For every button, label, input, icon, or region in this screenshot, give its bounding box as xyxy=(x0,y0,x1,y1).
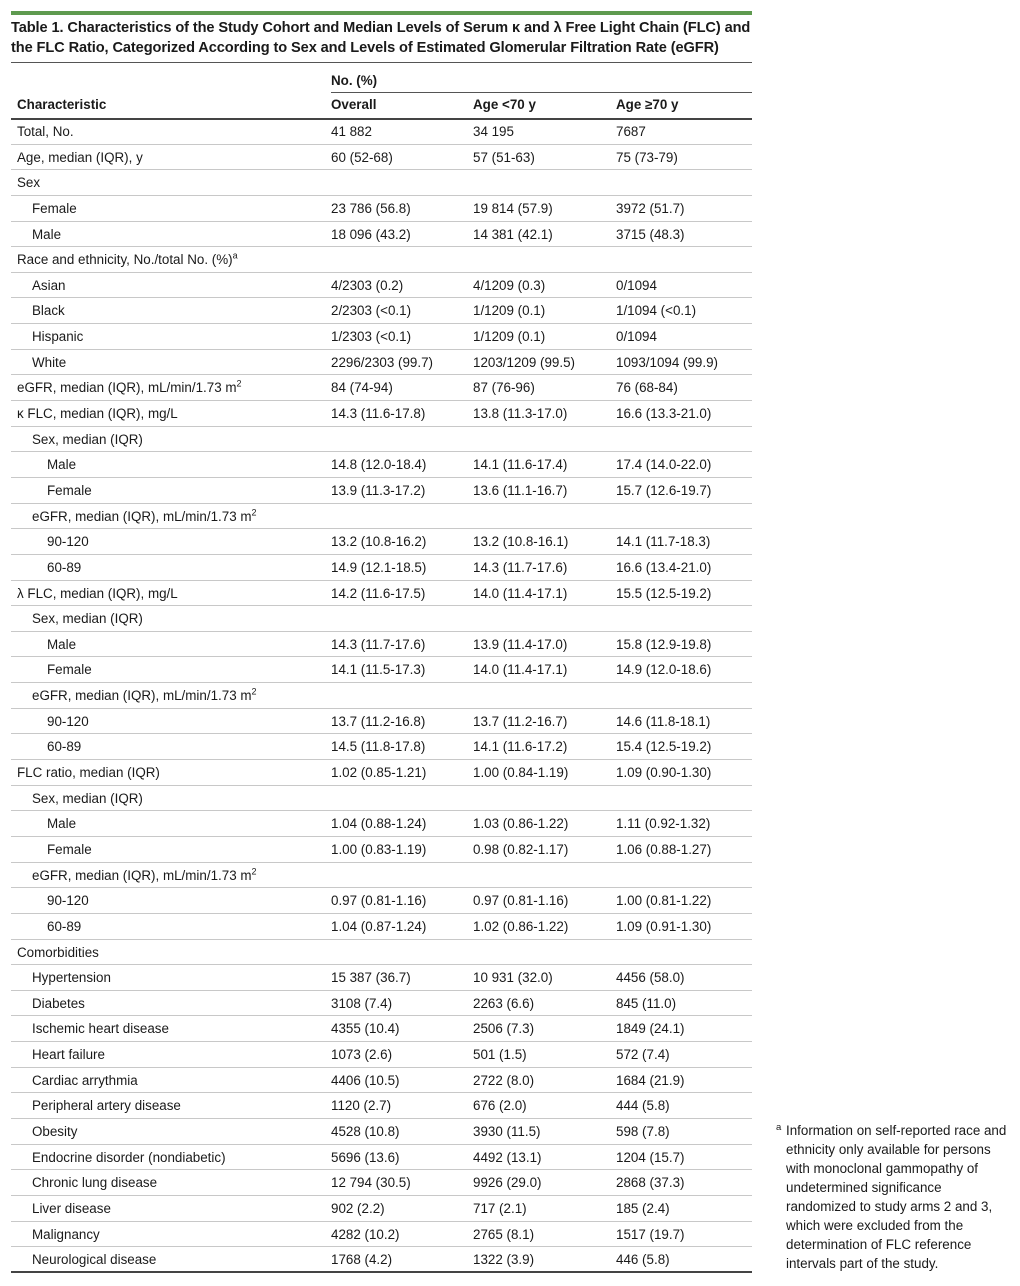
value-age-70-plus: 15.7 (12.6-19.7) xyxy=(616,482,712,498)
value-age-70-plus: 7687 xyxy=(616,124,646,139)
value-age-70-plus: 0/1094 xyxy=(616,277,657,293)
value-age-70-plus: 185 (2.4) xyxy=(616,1200,670,1216)
row-label: Peripheral artery disease xyxy=(32,1098,181,1114)
value-overall: 14.2 (11.6-17.5) xyxy=(331,585,426,601)
value-age-70-plus: 572 (7.4) xyxy=(616,1047,670,1063)
row-label: Race and ethnicity, No./total No. (%)$^a$ xyxy=(17,250,238,268)
table-row xyxy=(11,324,752,350)
value-age-under-70: 2765 (8.1) xyxy=(473,1226,535,1242)
value-age-under-70: 1/1209 (0.1) xyxy=(473,329,546,345)
table-row xyxy=(11,196,752,222)
value-overall: 23 786 (56.8) xyxy=(331,200,411,216)
value-age-70-plus: 4456 (58.0) xyxy=(616,970,685,986)
row-label: Black xyxy=(32,303,65,319)
value-age-70-plus: 16.6 (13.4-21.0) xyxy=(616,559,712,575)
value-age-under-70: 676 (2.0) xyxy=(473,1098,527,1114)
table-row xyxy=(11,350,752,376)
value-overall: 13.9 (11.3-17.2) xyxy=(331,482,426,498)
table-row xyxy=(11,555,752,581)
value-age-under-70: 2506 (7.3) xyxy=(473,1021,535,1037)
value-age-70-plus: 444 (5.8) xyxy=(616,1098,670,1114)
value-age-under-70: 14.1 (11.6-17.2) xyxy=(473,739,568,755)
value-overall: 1.04 (0.87-1.24) xyxy=(331,918,427,934)
table-row xyxy=(11,1170,752,1196)
value-age-under-70: 1203/1209 (99.5) xyxy=(473,354,575,370)
table-row xyxy=(11,888,752,914)
value-age-70-plus: 76 (68-84) xyxy=(616,380,678,396)
value-overall: 1/2303 (<0.1) xyxy=(331,329,412,345)
row-label: Sex, median (IQR) xyxy=(32,611,143,627)
table-row xyxy=(11,1196,752,1222)
row-label: Comorbidities xyxy=(17,944,99,960)
value-age-under-70: 87 (76-96) xyxy=(473,380,535,396)
table-row xyxy=(11,940,752,966)
value-age-under-70: 13.8 (11.3-17.0) xyxy=(473,406,568,422)
footnote-mark: a xyxy=(776,1122,782,1133)
row-label: Malignancy xyxy=(32,1226,100,1242)
value-age-70-plus: 598 (7.8) xyxy=(616,1123,670,1139)
value-age-70-plus: 15.8 (12.9-19.8) xyxy=(616,636,712,652)
table-row xyxy=(11,401,752,427)
table-row xyxy=(11,427,752,453)
footnote xyxy=(776,1121,1012,1273)
row-label: Female xyxy=(47,662,92,678)
value-age-under-70: 2263 (6.6) xyxy=(473,995,535,1011)
row-label: Male xyxy=(47,636,77,652)
value-overall: 4355 (10.4) xyxy=(331,1021,400,1037)
row-label: Female xyxy=(32,200,77,216)
row-label: Diabetes xyxy=(32,995,85,1011)
table-row xyxy=(11,375,752,401)
value-age-70-plus: 1.09 (0.90-1.30) xyxy=(616,765,712,781)
row-label: Chronic lung disease xyxy=(32,1175,158,1191)
value-overall: 12 794 (30.5) xyxy=(331,1175,411,1191)
value-age-70-plus: 845 (11.0) xyxy=(616,995,677,1011)
row-label: Age, median (IQR), y xyxy=(17,149,143,165)
value-overall: 13.7 (11.2-16.8) xyxy=(331,713,426,729)
value-age-under-70: 0.98 (0.82-1.17) xyxy=(473,841,569,857)
value-overall: 4/2303 (0.2) xyxy=(331,277,404,293)
table-row xyxy=(11,1145,752,1171)
table-row xyxy=(11,452,752,478)
value-overall: 3108 (7.4) xyxy=(331,995,393,1011)
value-age-under-70: 14.0 (11.4-17.1) xyxy=(473,662,568,678)
row-label: Hypertension xyxy=(32,970,111,986)
table-row xyxy=(11,273,752,299)
row-label: 90-120 xyxy=(47,534,89,550)
table-row xyxy=(11,606,752,632)
table-row xyxy=(11,632,752,658)
value-age-under-70: 13.2 (10.8-16.1) xyxy=(473,534,569,550)
table-row xyxy=(11,760,752,786)
row-label: Male xyxy=(32,226,62,242)
value-age-70-plus: 15.4 (12.5-19.2) xyxy=(616,739,712,755)
table-row xyxy=(11,914,752,940)
table-row xyxy=(11,1119,752,1145)
value-overall: 14.3 (11.6-17.8) xyxy=(331,406,426,422)
column-spanner: No. (%) xyxy=(331,73,378,88)
title-accent-bar xyxy=(11,11,752,15)
value-age-70-plus: 1684 (21.9) xyxy=(616,1072,685,1088)
value-age-70-plus: 1204 (15.7) xyxy=(616,1149,685,1165)
value-age-70-plus: 15.5 (12.5-19.2) xyxy=(616,585,712,601)
row-label: White xyxy=(32,354,67,370)
value-age-70-plus: 1.11 (0.92-1.32) xyxy=(616,816,711,832)
row-label: Male xyxy=(47,457,77,473)
value-overall: 14.1 (11.5-17.3) xyxy=(331,662,426,678)
row-label: 90-120 xyxy=(47,893,89,909)
row-label: Neurological disease xyxy=(32,1252,157,1268)
value-overall: 4282 (10.2) xyxy=(331,1226,400,1242)
table-row xyxy=(11,119,752,145)
value-age-70-plus: 3972 (51.7) xyxy=(616,200,685,216)
table-row xyxy=(11,478,752,504)
header-age-70-plus: Age ≥70 y xyxy=(616,97,679,112)
value-overall: 902 (2.2) xyxy=(331,1200,385,1216)
table-row xyxy=(11,222,752,248)
value-overall: 18 096 (43.2) xyxy=(331,226,411,242)
row-label: Endocrine disorder (nondiabetic) xyxy=(32,1149,226,1165)
value-age-70-plus: 3715 (48.3) xyxy=(616,226,685,242)
table-row xyxy=(11,1093,752,1119)
table-row xyxy=(11,1016,752,1042)
table-row xyxy=(11,170,752,196)
value-age-70-plus: 1849 (24.1) xyxy=(616,1021,685,1037)
value-age-under-70: 13.7 (11.2-16.7) xyxy=(473,713,568,729)
table-row xyxy=(11,1222,752,1248)
value-age-70-plus: 1.00 (0.81-1.22) xyxy=(616,893,712,909)
value-age-70-plus: 2868 (37.3) xyxy=(616,1175,685,1191)
row-label: eGFR, median (IQR), mL/min/1.73 $m^2$ xyxy=(32,686,257,704)
value-overall: 14.3 (11.7-17.6) xyxy=(331,636,426,652)
row-label: Ischemic heart disease xyxy=(32,1021,169,1037)
value-age-70-plus: 16.6 (13.3-21.0) xyxy=(616,406,712,422)
value-age-under-70: 4492 (13.1) xyxy=(473,1149,542,1165)
value-age-70-plus: 1/1094 (<0.1) xyxy=(616,303,697,319)
row-label: Female xyxy=(47,841,92,857)
value-age-70-plus: 17.4 (14.0-22.0) xyxy=(616,457,712,473)
value-age-under-70: 34 195 xyxy=(473,124,514,139)
value-overall: 1120 (2.7) xyxy=(331,1098,392,1114)
row-label: 60-89 xyxy=(47,559,82,575)
header-age-under-70: Age <70 y xyxy=(473,97,536,112)
value-age-70-plus: 1517 (19.7) xyxy=(616,1226,685,1242)
value-age-under-70: 57 (51-63) xyxy=(473,149,535,165)
value-age-under-70: 1322 (3.9) xyxy=(473,1252,535,1268)
value-age-under-70: 1.02 (0.86-1.22) xyxy=(473,918,569,934)
table-row xyxy=(11,298,752,324)
value-age-70-plus: 1.09 (0.91-1.30) xyxy=(616,918,712,934)
value-age-70-plus: 14.9 (12.0-18.6) xyxy=(616,662,712,678)
value-age-70-plus: 75 (73-79) xyxy=(616,149,678,165)
value-age-70-plus: 446 (5.8) xyxy=(616,1252,670,1268)
value-overall: 1.02 (0.85-1.21) xyxy=(331,765,427,781)
value-age-70-plus: 14.6 (11.8-18.1) xyxy=(616,713,711,729)
value-overall: 1768 (4.2) xyxy=(331,1252,393,1268)
value-overall: 1073 (2.6) xyxy=(331,1047,393,1063)
row-label: eGFR, median (IQR), mL/min/1.73 $m^2$ xyxy=(32,507,257,524)
value-overall: 0.97 (0.81-1.16) xyxy=(331,893,427,909)
value-age-70-plus: 1.06 (0.88-1.27) xyxy=(616,841,712,857)
value-overall: 2296/2303 (99.7) xyxy=(331,354,433,370)
table-row xyxy=(11,145,752,171)
row-label: Hispanic xyxy=(32,329,84,345)
table-row xyxy=(11,734,752,760)
row-label: Sex, median (IQR) xyxy=(32,431,143,447)
row-label: Liver disease xyxy=(32,1200,111,1216)
value-age-under-70: 717 (2.1) xyxy=(473,1200,527,1216)
table-row xyxy=(11,657,752,683)
value-overall: 14.8 (12.0-18.4) xyxy=(331,457,427,473)
row-label: Total, No. xyxy=(17,124,74,139)
footnote-text: Information on self-reported race and ethnicity only available for persons with monoclonal gammopathy of undetermined significance randomized to study arms 2 and 3, which were excluded from the determination of FLC reference intervals part of the study. xyxy=(786,1123,1007,1271)
table-row xyxy=(11,581,752,607)
table-row xyxy=(11,837,752,863)
value-overall: 15 387 (36.7) xyxy=(331,970,411,986)
row-label: Male xyxy=(47,816,77,832)
value-overall: 84 (74-94) xyxy=(331,380,393,396)
value-age-under-70: 9926 (29.0) xyxy=(473,1175,542,1191)
spanner-rule xyxy=(331,92,752,93)
value-overall: 14.9 (12.1-18.5) xyxy=(331,559,427,575)
row-label: 90-120 xyxy=(47,713,89,729)
table-row xyxy=(11,811,752,837)
value-age-under-70: 13.9 (11.4-17.0) xyxy=(473,636,568,652)
value-age-under-70: 10 931 (32.0) xyxy=(473,970,553,986)
row-label: FLC ratio, median (IQR) xyxy=(17,765,160,781)
table-row xyxy=(11,529,752,555)
value-overall: 4406 (10.5) xyxy=(331,1072,400,1088)
value-age-under-70: 14 381 (42.1) xyxy=(473,226,553,242)
table-row xyxy=(11,786,752,812)
row-label: 60-89 xyxy=(47,739,82,755)
table-row xyxy=(11,991,752,1017)
row-label: Obesity xyxy=(32,1123,78,1139)
value-age-under-70: 1.03 (0.86-1.22) xyxy=(473,816,569,832)
value-overall: 2/2303 (<0.1) xyxy=(331,303,412,319)
value-age-70-plus: 1093/1094 (99.9) xyxy=(616,354,718,370)
title-rule xyxy=(11,62,752,63)
value-age-70-plus: 14.1 (11.7-18.3) xyxy=(616,534,711,550)
value-age-under-70: 14.3 (11.7-17.6) xyxy=(473,559,568,575)
value-age-under-70: 0.97 (0.81-1.16) xyxy=(473,893,569,909)
value-overall: 4528 (10.8) xyxy=(331,1123,400,1139)
value-age-under-70: 1.00 (0.84-1.19) xyxy=(473,765,569,781)
value-age-under-70: 14.0 (11.4-17.1) xyxy=(473,585,568,601)
row-label: Cardiac arrythmia xyxy=(32,1072,138,1088)
table-row xyxy=(11,247,752,273)
row-label: Sex xyxy=(17,175,41,191)
value-overall: 41 882 xyxy=(331,124,372,139)
value-age-under-70: 501 (1.5) xyxy=(473,1047,527,1063)
row-label: eGFR, median (IQR), mL/min/1.73 $m^2$ xyxy=(32,866,257,883)
value-age-under-70: 4/1209 (0.3) xyxy=(473,277,546,293)
value-age-under-70: 1/1209 (0.1) xyxy=(473,303,546,319)
table-row xyxy=(11,1247,752,1273)
header-overall: Overall xyxy=(331,97,377,112)
row-label: 60-89 xyxy=(47,918,82,934)
row-label: λ FLC, median (IQR), mg/L xyxy=(17,585,178,601)
value-age-under-70: 13.6 (11.1-16.7) xyxy=(473,482,568,498)
table-row xyxy=(11,965,752,991)
value-age-under-70: 19 814 (57.9) xyxy=(473,200,553,216)
row-label: Asian xyxy=(32,277,66,293)
table-row xyxy=(11,1042,752,1068)
value-age-under-70: 3930 (11.5) xyxy=(473,1123,541,1139)
value-age-under-70: 2722 (8.0) xyxy=(473,1072,535,1088)
value-age-under-70: 14.1 (11.6-17.4) xyxy=(473,457,568,473)
value-overall: 14.5 (11.8-17.8) xyxy=(331,739,426,755)
value-overall: 5696 (13.6) xyxy=(331,1149,400,1165)
header-characteristic: Characteristic xyxy=(17,97,107,112)
row-label: κ FLC, median (IQR), mg/L xyxy=(17,406,178,422)
value-overall: 60 (52-68) xyxy=(331,149,393,165)
value-overall: 1.04 (0.88-1.24) xyxy=(331,816,427,832)
row-label: Heart failure xyxy=(32,1047,105,1063)
row-label: Sex, median (IQR) xyxy=(32,790,143,806)
value-overall: 13.2 (10.8-16.2) xyxy=(331,534,427,550)
row-label: Female xyxy=(47,482,92,498)
table-row xyxy=(11,863,752,889)
table-row xyxy=(11,709,752,735)
value-age-70-plus: 0/1094 xyxy=(616,329,657,345)
value-overall: 1.00 (0.83-1.19) xyxy=(331,841,427,857)
table-body xyxy=(11,119,752,1273)
table-title: Table 1. Characteristics of the Study Cohort and Median Levels of Serum κ and λ Free Light Chain (FLC) and the FLC Ratio, Categorized According to Sex and Levels of Estimated Glomerular Filtration Rate (eGFR) xyxy=(11,20,751,56)
table-row xyxy=(11,683,752,709)
table-row xyxy=(11,504,752,530)
row-label: eGFR, median (IQR), mL/min/1.73 $m^2$ xyxy=(17,378,242,396)
table-row xyxy=(11,1068,752,1094)
